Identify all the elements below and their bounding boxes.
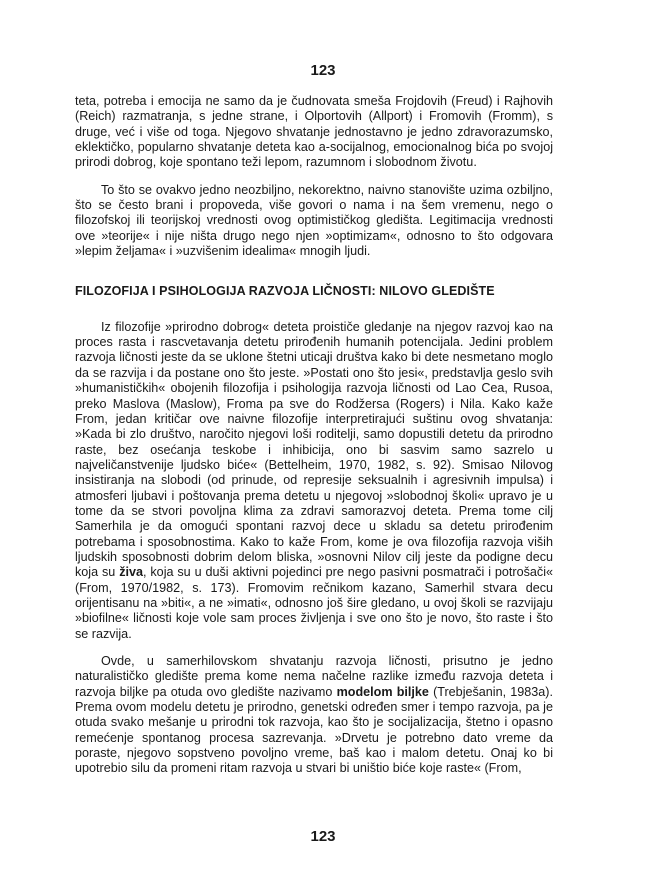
- paragraph: [75, 320, 553, 642]
- emphasis-text: modelom biljke: [336, 684, 429, 699]
- paragraph: [75, 654, 553, 777]
- body-text: [75, 94, 553, 777]
- paragraph: [75, 183, 553, 260]
- paragraph-text: teta, potreba i emocija ne samo da je čudnovata smeša Frojdovih (Freud) i Rajhovih (Reich) razmatranja, s jedne strane, i Olportovih (Allport) i Fromovih (Fromm), s druge, već i više od toga. Njegovo shvatanje jednostavno je jedno zdravorazumsko, eklektičko, popularno shvatanje deteta kao a-socijalnog, emocionalnog bića po svojoj prirodi dobrog, koje spontano teži lepom, razumnom i slobodnom životu.: [75, 94, 553, 170]
- paragraph-text: Ovde, u samerhilovskom shvatanju razvoja ličnosti, prisutno je jedno naturalističko gledište prema kome nema načelne razlike između razvoja deteta i razvoja biljke pa otuda ovo gledište nazivamo: [75, 654, 553, 699]
- paragraph-continued: [75, 94, 553, 171]
- emphasis-text: živa: [119, 565, 143, 580]
- paragraph-text: Iz filozofije »prirodno dobrog« deteta proističe gledanje na njegov razvoj kao na proces rasta i rascvetavanja detetu prirođenih humanih potencijala. Jedini problem razvoja ličnosti jeste da se uklone štetni uticaji društva kako bi dete nesmetano moglo da se razvija i da postane ono što jeste. »Postati ono što jesi«, predstavlja geslo svih »humanističkih« obojenih filozofija i psihologija razvoja ličnosti od Lao Cea, Rusoa, preko Maslova (Maslow), Froma pa sve do Rodžersa (Rogers) i Nila. Kako kaže From, jedan kritičar ove naivne filozofije interpretirajući suštinu ovog shvatanja: »Kada bi zlo društvo, naročito njegovi loši roditelji, samo dopustili detetu da prirodno raste, bez osećanja teskobe i inhibicija, ono bi sasvim samo sazrelo u najveličanstvenije ljudsko biće« (Bettelheim, 1970, 1982, s. 92). Smisao Nilovog insistiranja na slobodi (od prinude, od represije seksualnih i agresivnih impulsa) i atmosferi ljubavi i poštovanja prema detetu u njegovoj »slobodnoj školi« upravo je u tome da se stvori povoljna klima za zdravi samorazvoj deteta. Prema tome cilj Samerhila je da omogući spontani razvoj dece u skladu sa detetu prirođenim potrebama i sposobnostima. Kako to kaže From, kome je ova filozofija razvoja viših ljudskih sposobnosti dobrim delom bliska, »osnovni Nilov cilj jeste da podigne decu koja su: [75, 319, 553, 580]
- page-number-header: 123: [310, 62, 336, 79]
- paragraph-text: To što se ovakvo jedno neozbiljno, nekorektno, naivno stanovište uzima ozbiljno, što se često brani i propoveda, više govori o nama i na šem vremenu, nego o filozofskoj ili teorijskoj vrednosti ovog optimističkog gledišta. Legitimacija vrednosti ove »teorije« i nije ništa drugo nego njen »optimizam«, odnosno to što odgovara »lepim željama« i »uzvišenim idealima« mnogih ljudi.: [75, 182, 553, 259]
- section-heading: FILOZOFIJA I PSIHOLOGIJA RAZVOJA LIČNOSTI: NILOVO GLEDIŠTE: [75, 284, 495, 299]
- paragraph-text: , koja su u duši aktivni pojedinci pre nego pasivni posmatrači i potrošači« (From, 1970/1982, s. 173). Fromovim rečnikom kazano, Samerhil stvara decu orijentisanu na »biti«, a ne »imati«, odnosno još šire gledano, u ovoj školi se razvijaju »biofilne« ličnosti koje vole sam proces življenja i sve ono što je novo, što raste i što se razvija.: [75, 565, 553, 641]
- page-number-footer: 123: [310, 828, 336, 845]
- paragraph-text: (Trebješanin, 1983a). Prema ovom modelu detetu je prirodno, genetski određen smer i tempo razvoja, pa je otuda svako mešanje u prirodni tok razvoja, kao što je socijalizacija, štetno i opasno remećenje spontanog procesa sazrevanja. »Drvetu je potrebno dato vreme da poraste, njegovo sopstveno povoljno vreme, baš kao i malom detetu. Onaj ko bi upotrebio silu da promeni ritam razvoja u stvari bi uništio biće koje raste« (From,: [75, 684, 553, 776]
